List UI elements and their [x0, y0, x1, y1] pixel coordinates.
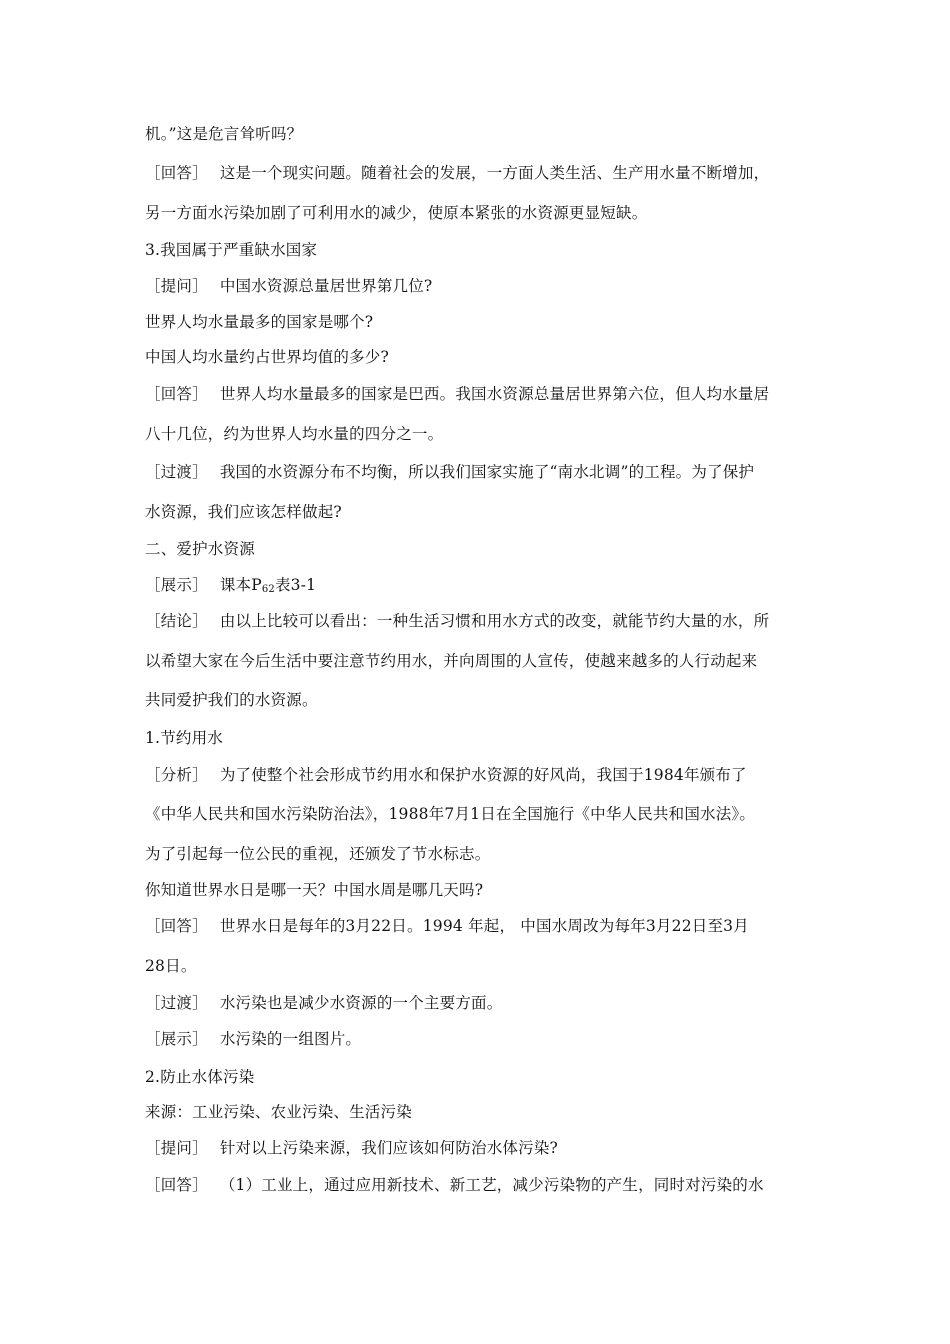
section-heading — [145, 240, 317, 260]
text-line — [145, 347, 389, 367]
transition-paragraph — [145, 993, 502, 1013]
answer-tag: ［回答］ — [145, 164, 208, 182]
text-line — [145, 424, 443, 444]
heading-text: 1.节约用水 — [145, 729, 223, 747]
text-line — [145, 956, 197, 976]
conclusion-tag: ［结论］ — [145, 612, 208, 630]
section-heading — [145, 539, 255, 559]
analysis-tag: ［分析］ — [145, 766, 208, 784]
line-text: 来源：工业污染、农业污染、生活污染 — [145, 1103, 412, 1121]
answer-tag: ［回答］ — [145, 385, 208, 403]
line-text: 28日。 — [145, 957, 197, 975]
question-paragraph — [145, 1138, 558, 1158]
line-text: 水污染也是减少水资源的一个主要方面。 — [219, 994, 503, 1012]
question-tag: ［提问］ — [145, 277, 208, 295]
answer-tag: ［回答］ — [145, 917, 208, 935]
line-text: 水污染的一组图片。 — [219, 1030, 362, 1048]
line-text: 另一方面水污染加剧了可利用水的减少，使原本紧张的水资源更显短缺。 — [145, 204, 648, 222]
line-text: 由以上比较可以看出：一种生活习惯和用水方式的改变，就能节约大量的水，所 — [219, 612, 770, 630]
answer-paragraph — [145, 916, 749, 936]
line-text: 中国人均水量约占世界均值的多少? — [145, 348, 390, 366]
line-text: 水资源，我们应该怎样做起? — [145, 503, 342, 521]
line-text: 为了使整个社会形成节约用水和保护水资源的好风尚，我国于1984年颁布了 — [219, 766, 747, 784]
line-text: 我国的水资源分布不均衡，所以我们国家实施了“南水北调”的工程。为了保护 — [219, 463, 755, 481]
answer-tag: ［回答］ — [145, 1176, 208, 1194]
transition-tag: ［过渡］ — [145, 994, 208, 1012]
line-text: 八十几位，约为世界人均水量的四分之一。 — [145, 425, 444, 443]
section-heading — [145, 728, 223, 748]
text-line — [145, 651, 757, 671]
heading-text: 3.我国属于严重缺水国家 — [145, 241, 318, 259]
text-line — [145, 844, 490, 864]
line-text: 世界人均水量最多的国家是哪个? — [145, 313, 374, 331]
question-tag: ［提问］ — [145, 1139, 208, 1157]
answer-paragraph — [145, 384, 769, 404]
line-text: 世界水日是每年的3月22日。1994 年起， 中国水周改为每年3月22日至3月 — [219, 917, 749, 935]
text-line — [145, 124, 302, 144]
heading-text: 二、爱护水资源 — [145, 540, 255, 558]
line-text: 你知道世界水日是哪一天？中国水周是哪几天吗? — [145, 881, 484, 899]
line-text: （1）工业上，通过应用新技术、新工艺，减少污染物的产生，同时对污染的水 — [219, 1176, 764, 1194]
line-text: 中国水资源总量居世界第几位? — [219, 277, 433, 295]
page-subscript: 62 — [261, 584, 275, 595]
analysis-paragraph — [145, 765, 747, 785]
line-text: 表3-1 — [274, 576, 317, 594]
text-line — [145, 203, 647, 223]
answer-paragraph — [145, 163, 769, 183]
text-line — [145, 804, 755, 824]
line-text: 机。”这是危言耸听吗？ — [145, 125, 303, 143]
line-text: 共同爱护我们的水资源。 — [145, 691, 318, 709]
line-text: 针对以上污染来源，我们应该如何防治水体污染? — [219, 1139, 559, 1157]
text-line — [145, 312, 373, 332]
line-text: 世界人均水量最多的国家是巴西。我国水资源总量居世界第六位，但人均水量居 — [219, 385, 770, 403]
transition-tag: ［过渡］ — [145, 463, 208, 481]
line-text: 以希望大家在今后生活中要注意节约用水，并向周围的人宣传，使越来越多的人行动起来 — [145, 652, 758, 670]
answer-paragraph — [145, 1175, 764, 1195]
transition-paragraph — [145, 462, 754, 482]
text-line — [145, 502, 342, 522]
display-tag: ［展示］ — [145, 576, 208, 594]
text-line — [145, 880, 483, 900]
line-text: 这是一个现实问题。随着社会的发展，一方面人类生活、生产用水量不断增加， — [219, 164, 770, 182]
display-tag: ［展示］ — [145, 1030, 208, 1048]
heading-text: 2.防止水体污染 — [145, 1068, 255, 1086]
display-paragraph — [145, 1029, 361, 1049]
conclusion-paragraph — [145, 611, 769, 631]
display-paragraph — [145, 575, 316, 595]
text-line — [145, 690, 318, 710]
question-paragraph — [145, 276, 432, 296]
text-line — [145, 1102, 412, 1122]
line-text: 为了引起每一位公民的重视，还颁发了节水标志。 — [145, 845, 491, 863]
line-text: 课本P — [219, 576, 262, 594]
section-heading — [145, 1067, 254, 1087]
line-text: 《中华人民共和国水污染防治法》，1988年7月1日在全国施行《中华人民共和国水法》。 — [145, 805, 756, 823]
